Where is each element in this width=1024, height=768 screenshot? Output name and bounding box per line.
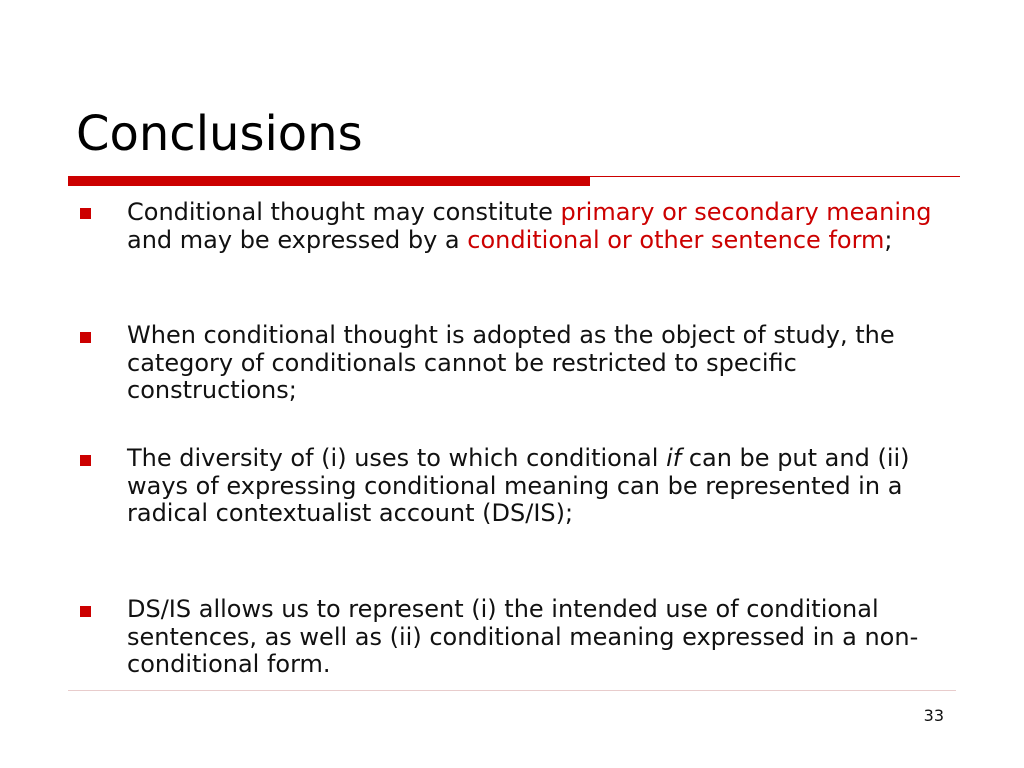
square-bullet-icon [80, 208, 91, 219]
bullet-text-2 [127, 322, 957, 405]
square-bullet-icon [80, 455, 91, 466]
bullet-text-4 [127, 596, 957, 679]
bullet-text-1 [127, 199, 957, 254]
square-bullet-icon [80, 332, 91, 343]
bullet-3-run-3: can be put and (ii) ways of expressing conditional meaning can be represented in a radical contextualist account (DS/IS); [127, 444, 910, 527]
footer-divider [68, 690, 956, 691]
bullet-3-run-1: The diversity of (i) uses to which conditional [127, 444, 667, 472]
title-underline-thin [590, 176, 960, 177]
bullet-1-run-1: Conditional thought may constitute [127, 198, 561, 226]
bullet-1-run-3: and may be expressed by a [127, 225, 468, 254]
slide-title: Conclusions [76, 106, 363, 162]
bullet-3-italic-if: if [666, 444, 682, 472]
bullet-1-run-5: ; [884, 225, 893, 254]
title-underline-thick [68, 176, 590, 186]
bullet-1-highlight-2: conditional or other sentence form [467, 225, 885, 254]
bullet-2-run-1: When conditional thought is adopted as the object of study, the category of conditionals cannot be restricted to specific constructions; [127, 321, 895, 404]
bullet-1-highlight-1: primary or secondary meaning [560, 198, 932, 226]
square-bullet-icon [80, 606, 91, 617]
bullet-4-run-1: DS/IS allows us to represent (i) the intended use of conditional sentences, as well as (ii) conditional meaning expressed in a non-conditional form. [127, 595, 919, 678]
page-number: 33 [923, 706, 944, 725]
bullet-text-3 [127, 445, 957, 528]
